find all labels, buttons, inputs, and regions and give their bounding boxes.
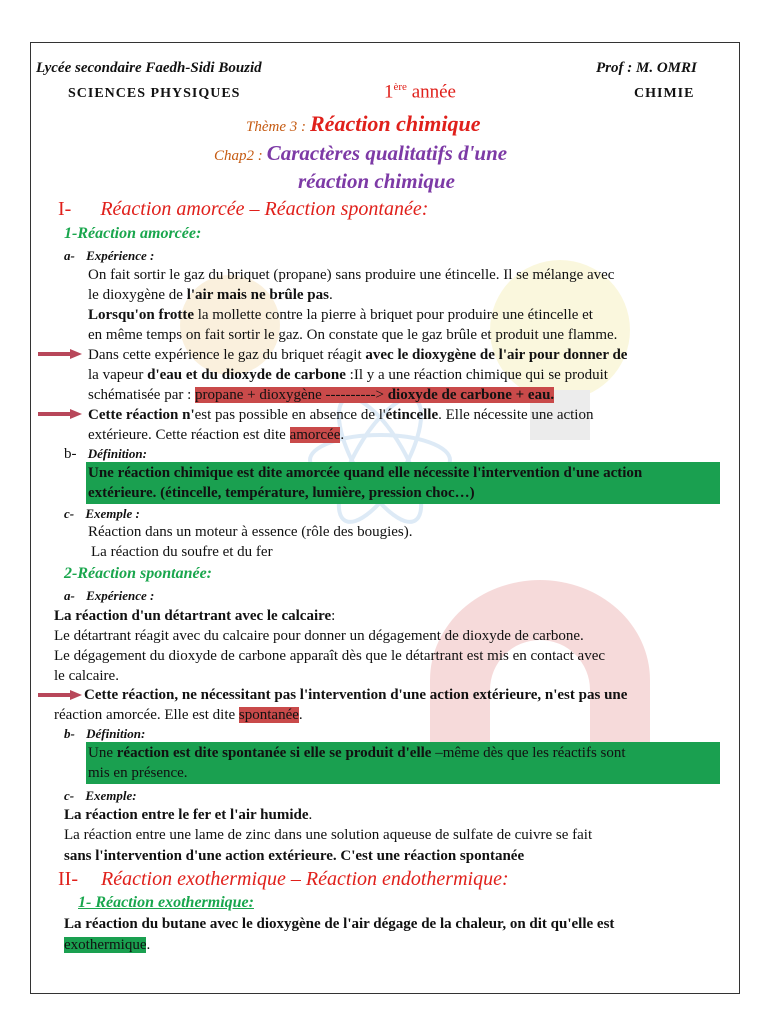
text-span: réaction amorcée. Elle est dite bbox=[54, 707, 239, 723]
year-number: 1 bbox=[384, 81, 394, 103]
teacher-name: Prof : M. OMRI bbox=[596, 60, 697, 76]
definition-b2-heading bbox=[64, 726, 145, 742]
domain-label: CHIMIE bbox=[634, 86, 695, 101]
text-bold: réaction est dite spontanée si elle se produit d'elle bbox=[116, 745, 432, 761]
arrow-marker-icon bbox=[38, 409, 82, 419]
text-span: Une bbox=[88, 745, 117, 761]
text-bold: La réaction entre le fer et l'air humide bbox=[64, 807, 309, 823]
subsection-spontanee: 2-Réaction spontanée: bbox=[64, 565, 212, 582]
text-line: On fait sortir le gaz du briquet (propane) sans produire une étincelle. Il se mélange avec bbox=[88, 267, 615, 283]
item-label: c- bbox=[64, 788, 75, 803]
text-line bbox=[88, 365, 608, 385]
definition-line2: extérieure. (étincelle, température, lumière, pression choc…) bbox=[88, 485, 475, 501]
item-label: b- bbox=[64, 726, 75, 741]
theme-title bbox=[246, 111, 481, 137]
definition-b-heading bbox=[64, 446, 147, 463]
text-bold: Lorsqu'on frotte bbox=[88, 307, 194, 323]
text-line bbox=[88, 385, 554, 405]
term-highlight: spontanée bbox=[238, 707, 299, 723]
text-bold: étincelle bbox=[385, 407, 439, 423]
term-highlight: exothermique bbox=[64, 937, 147, 953]
item-label: a- bbox=[64, 248, 75, 263]
text-line bbox=[54, 705, 303, 725]
text-bold: l'air mais ne brûle pas bbox=[186, 287, 329, 303]
arrow-marker-icon bbox=[38, 349, 82, 359]
text-line: Cette réaction, ne nécessitant pas l'intervention d'une action extérieure, n'est pas une bbox=[84, 687, 628, 703]
item-title: Définition: bbox=[86, 726, 146, 741]
item-title: Expérience : bbox=[86, 588, 155, 603]
experience-a2-heading bbox=[64, 588, 154, 604]
section1-heading bbox=[58, 198, 428, 221]
definition-line1: Une réaction chimique est dite amorcée quand elle nécessite l'intervention d'une action bbox=[88, 465, 643, 481]
text-line bbox=[88, 345, 627, 365]
equation-products-highlight: dioxyde de carbone + eau. bbox=[383, 387, 555, 403]
item-title: Exemple: bbox=[85, 788, 137, 803]
section2-number: II- bbox=[58, 868, 78, 890]
section2-heading bbox=[58, 868, 509, 891]
text-line: La réaction entre une lame de zinc dans une solution aqueuse de sulfate de cuivre se fait bbox=[64, 827, 593, 843]
text-line: Réaction dans un moteur à essence (rôle des bougies). bbox=[88, 524, 413, 540]
subject-label: SCIENCES PHYSIQUES bbox=[68, 86, 241, 101]
text-span: extérieure. Cette réaction est dite bbox=[88, 427, 290, 443]
text-line bbox=[88, 425, 344, 445]
text-line: Le détartrant réagit avec du calcaire pour donner un dégagement de dioxyde de carbone. bbox=[54, 628, 584, 644]
item-title: Définition: bbox=[87, 446, 147, 461]
text-line bbox=[64, 805, 312, 825]
text-line bbox=[64, 935, 150, 955]
experience-a-heading bbox=[64, 248, 154, 264]
equation-highlight: propane + dioxygène ----------> bbox=[195, 387, 384, 403]
text-bold: La réaction d'un détartrant avec le calcaire bbox=[54, 608, 332, 624]
text-line bbox=[88, 305, 593, 325]
chapter-text-line1: Caractères qualitatifs d'une bbox=[266, 141, 508, 165]
text-span: le dioxygène de bbox=[88, 287, 187, 303]
item-label: c- bbox=[64, 506, 75, 521]
year-word: année bbox=[411, 81, 456, 103]
subsection-exothermique: 1- Réaction exothermique: bbox=[78, 894, 254, 911]
item-title: Expérience : bbox=[86, 248, 155, 263]
chapter-title bbox=[214, 141, 507, 166]
text-line: en même temps on fait sortir le gaz. On constate que le gaz brûle et produit une flamme. bbox=[88, 327, 618, 343]
school-year bbox=[384, 81, 456, 103]
section1-colon: : bbox=[421, 198, 429, 220]
year-superscript: ère bbox=[393, 81, 407, 93]
definition-line1 bbox=[88, 743, 626, 763]
text-line bbox=[54, 606, 335, 626]
text-span: la mollette contre la pierre à briquet pour produire une étincelle et bbox=[193, 307, 593, 323]
text-span: est pas possible en absence de l' bbox=[194, 407, 386, 423]
section1-title: Réaction amorcée – Réaction spontanée bbox=[100, 198, 422, 220]
text-line bbox=[88, 405, 593, 425]
text-span: . bbox=[298, 707, 303, 723]
subsection-amorcee: 1-Réaction amorcée: bbox=[64, 225, 202, 242]
text-span: : bbox=[331, 608, 336, 624]
text-span: . bbox=[340, 427, 345, 443]
text-line: le calcaire. bbox=[54, 668, 119, 684]
example-c2-heading bbox=[64, 788, 137, 804]
arrow-marker-icon bbox=[38, 690, 82, 700]
text-line: sans l'intervention d'une action extérieure. C'est une réaction spontanée bbox=[64, 848, 525, 864]
text-span: . bbox=[308, 807, 313, 823]
theme-label: Thème 3 : bbox=[246, 119, 306, 135]
text-span: . bbox=[146, 937, 151, 953]
term-highlight: amorcée bbox=[289, 427, 341, 443]
text-line: La réaction du butane avec le dioxygène de l'air dégage de la chaleur, on dit qu'elle est bbox=[64, 916, 615, 932]
school-name: Lycée secondaire Faedh-Sidi Bouzid bbox=[36, 60, 262, 76]
text-span: Dans cette expérience le gaz du briquet réagit bbox=[88, 347, 366, 363]
definition-line2: mis en présence. bbox=[88, 765, 188, 781]
text-span: . Elle nécessite une action bbox=[438, 407, 594, 423]
text-span: –même dès que les réactifs sont bbox=[431, 745, 626, 761]
text-bold: Cette réaction n' bbox=[88, 407, 195, 423]
text-bold: d'eau et du dioxyde de carbone bbox=[147, 367, 346, 383]
section1-number: I- bbox=[58, 198, 72, 220]
theme-text: Réaction chimique bbox=[310, 111, 481, 136]
text-line: Le dégagement du dioxyde de carbone apparaît dès que le détartrant est mis en contact avec bbox=[54, 648, 606, 664]
item-title: Exemple : bbox=[85, 506, 140, 521]
chapter-text-line2: réaction chimique bbox=[298, 169, 455, 193]
item-label: b- bbox=[64, 446, 77, 462]
text-span: :Il y a une réaction chimique qui se produit bbox=[345, 367, 608, 383]
item-label: a- bbox=[64, 588, 75, 603]
text-span: . bbox=[328, 287, 333, 303]
text-span: la vapeur bbox=[88, 367, 148, 383]
example-c-heading bbox=[64, 506, 140, 522]
text-line bbox=[88, 285, 333, 305]
chapter-label: Chap2 : bbox=[214, 148, 263, 164]
text-line: La réaction du soufre et du fer bbox=[91, 544, 273, 560]
text-span: schématisée par : bbox=[88, 387, 196, 403]
section2-title: Réaction exothermique – Réaction endothermique: bbox=[100, 868, 509, 890]
text-bold: avec le dioxygène de l'air pour donner de bbox=[365, 347, 628, 363]
